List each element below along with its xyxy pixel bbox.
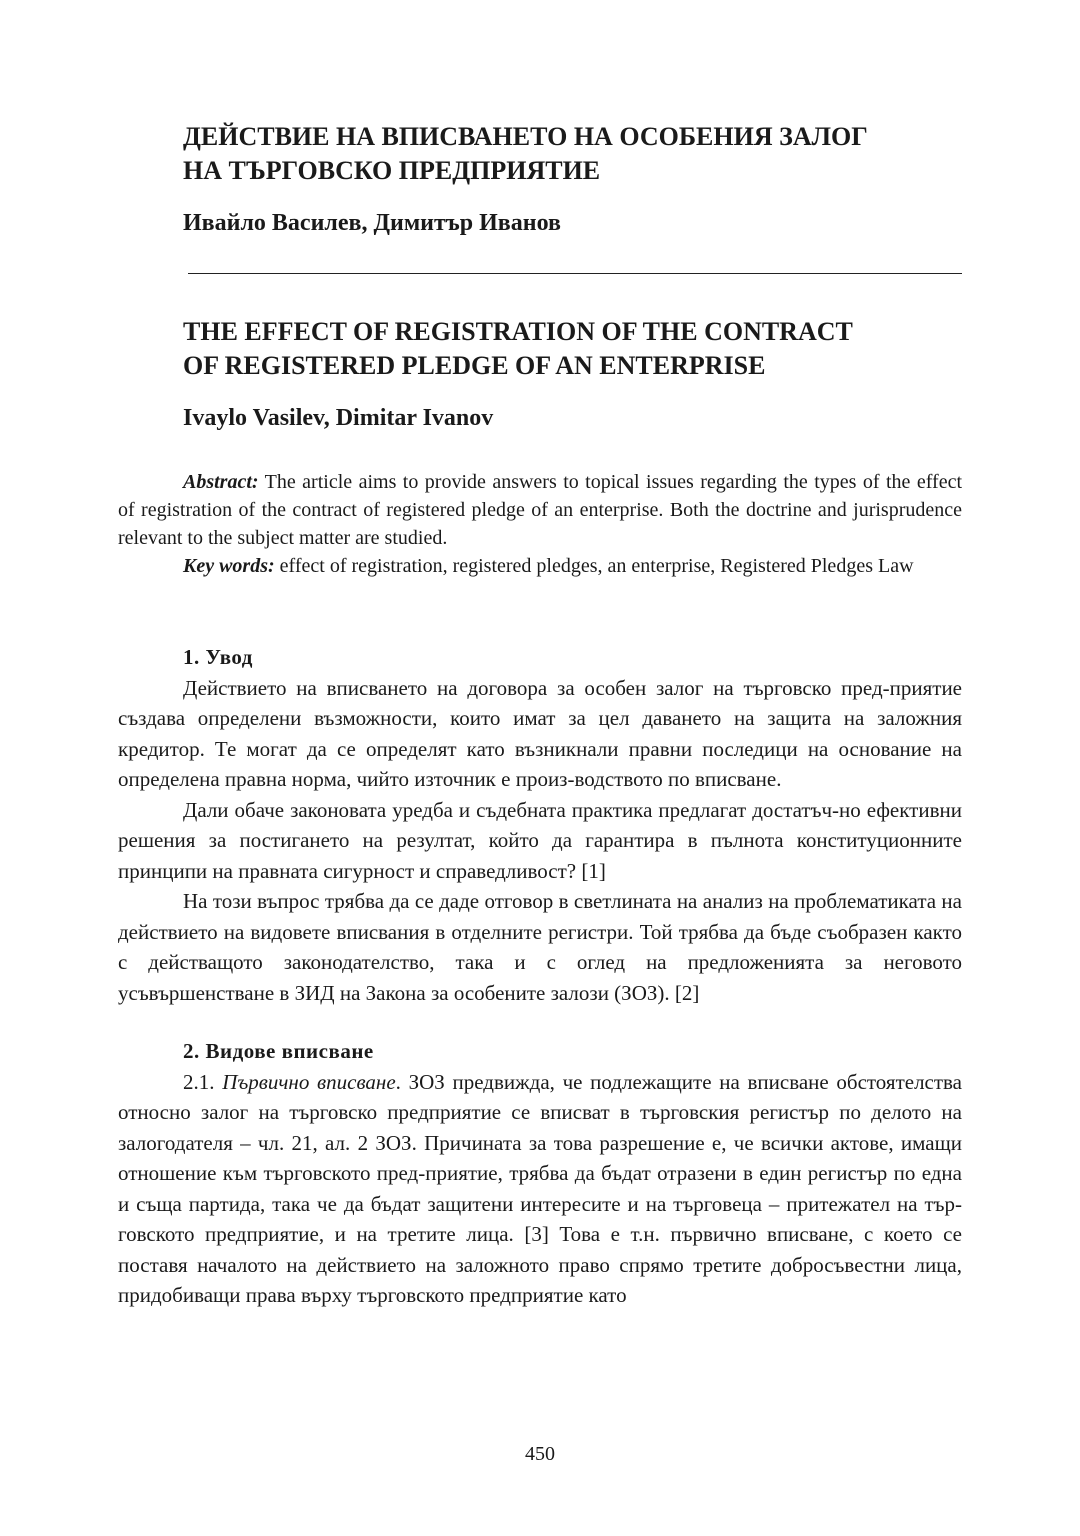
paragraph: На този въпрос трябва да се даде отговор в светлината на анализ на проблематиката на действието на видовете вписвания в отделните регистри. Той трябва да бъде съобразен както с действащото законодателство, така и с оглед на предложенията за неговото усъвършенстване в ЗИД на Закона за особените залози (ЗОЗ). [2]: [118, 889, 962, 1005]
title-bulgarian: [183, 120, 962, 188]
abstract-text: The article aims to provide answers to topical issues regarding the types of the effect of registration of the contract of registered pledge of an enterprise. Both the doctrine and jurisprudence relevant to the subject matter are studied.: [118, 471, 962, 549]
subsection-text: . ЗОЗ предвижда, че подлежащите на вписване обстоятелства относно залог на търговско предприятие се вписват в търговския регистър по делото на залогодателя – чл. 21, ал. 2 ЗОЗ. Причината за това разрешение е, че всички актове, имащи отношение към търговското пред-приятие, трябва да бъдат отразени в един регистър по една и съща партида, така че да бъдат защитени интересите и на търговеца – притежател на тър-говското предприятие, и на третите лица. [3] Това е т.н. първично вписване, с което се поставя началото на действието на заложното право спрямо третите добросъвестни лица, придобиващи права върху търговското предприятие като: [118, 1069, 963, 1307]
paragraph: Дали обаче законовата уредба и съдебната практика предлагат достатъч-но ефективни решения за постигането на резултат, който да гарантира в пълнота конституционните принципи на правната сигурност и справедливост? [1]: [118, 797, 962, 883]
title-english: [183, 315, 962, 383]
keywords-paragraph: [118, 552, 962, 580]
section-heading-types-of-registration: 2. Видове вписване: [183, 1039, 374, 1063]
abstract-label: Abstract:: [183, 471, 259, 493]
title-bg-line1: ДЕЙСТВИЕ НА ВПИСВАНЕТО НА ОСОБЕНИЯ ЗАЛОГ: [183, 122, 868, 151]
subsection-term: Първично вписване: [222, 1069, 396, 1094]
separator-rule: [188, 273, 962, 274]
abstract-section: [118, 468, 962, 580]
section-heading-introduction: 1. Увод: [183, 645, 253, 669]
title-en-line2: OF REGISTERED PLEDGE OF AN ENTERPRISE: [183, 351, 766, 380]
section-gap: [118, 1008, 962, 1036]
paragraph: [118, 1067, 962, 1311]
paragraph: Действието на вписването на договора за особен залог на търговско пред-приятие създава определени възможности, които имат за цел даването на защита на заложния кредитор. Те могат да се определят като възникнали правни последици на основание на определена правна норма, чийто източник е произ-водството по вписване.: [118, 675, 962, 791]
paper-page: [118, 0, 962, 1536]
keywords-label: Key words:: [183, 555, 275, 577]
article-body: [118, 642, 962, 1311]
page-number: 450: [525, 1443, 555, 1465]
title-en-line1: THE EFFECT OF REGISTRATION OF THE CONTRACT: [183, 317, 853, 346]
title-bg-line2: НА ТЪРГОВСКО ПРЕДПРИЯТИЕ: [183, 156, 601, 185]
authors-bulgarian: Ивайло Василев, Димитър Иванов: [183, 210, 561, 236]
subsection-number: 2.1.: [183, 1069, 215, 1094]
authors-english: Ivaylo Vasilev, Dimitar Ivanov: [183, 405, 494, 431]
keywords-text: effect of registration, registered pledges, an enterprise, Registered Pledges Law: [274, 555, 914, 577]
abstract-paragraph: [118, 468, 962, 552]
